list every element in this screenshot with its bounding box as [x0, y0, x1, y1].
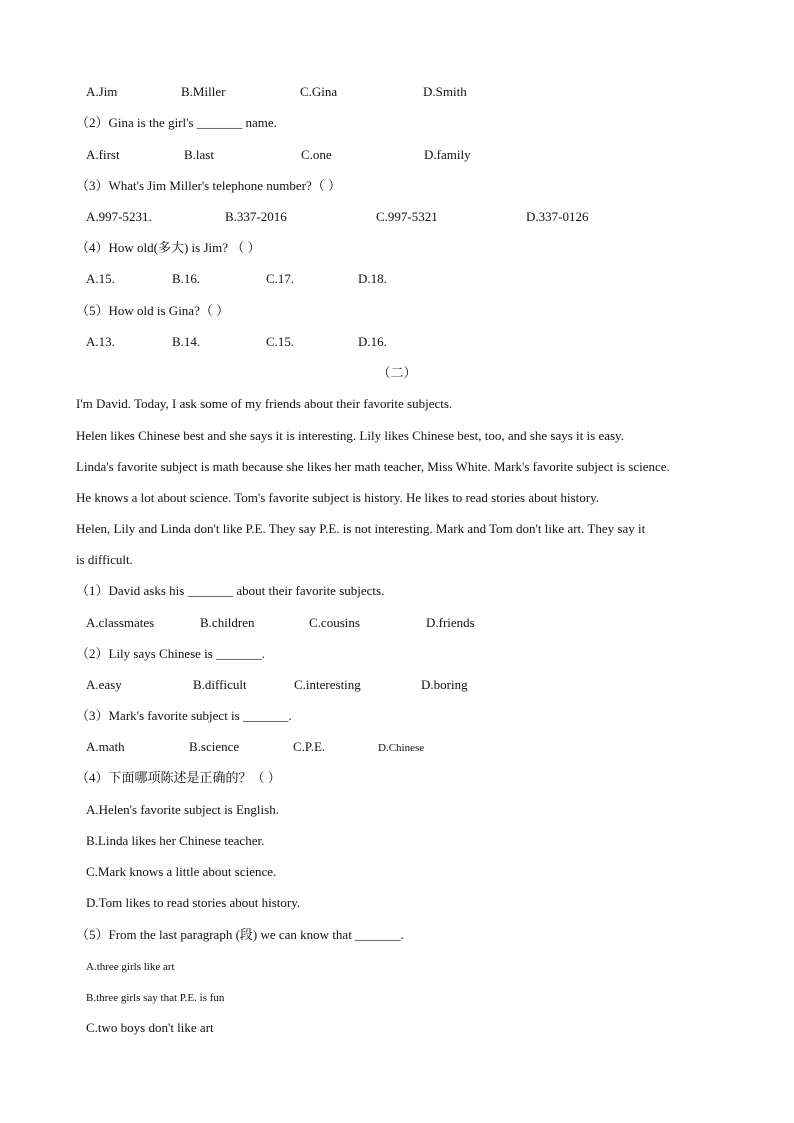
question-stem: （3）Mark's favorite subject is _______.: [76, 708, 292, 723]
question-stem: （1）David asks his _______ about their favorite subjects.: [76, 583, 385, 598]
option-d: D.337-0126: [526, 209, 589, 224]
option-c: C.interesting: [294, 677, 361, 692]
option-a: A.Helen's favorite subject is English.: [86, 802, 279, 817]
option-b: B.337-2016: [225, 209, 287, 224]
passage-line: Helen likes Chinese best and she says it is interesting. Lily likes Chinese best, too, and she says it is easy.: [76, 428, 624, 443]
passage-line: I'm David. Today, I ask some of my friends about their favorite subjects.: [76, 396, 453, 411]
question-stem: （2）Gina is the girl's _______ name.: [76, 115, 277, 130]
option-b: B.science: [189, 739, 240, 754]
section-title: （二）: [377, 365, 417, 380]
option-d: D.Tom likes to read stories about history.: [86, 895, 301, 910]
option-c: C.cousins: [309, 615, 360, 630]
option-d: D.family: [424, 147, 471, 162]
passage-line: Linda's favorite subject is math because she likes her math teacher, Miss White. Mark's favorite subject is science.: [76, 459, 670, 474]
passage-line: Helen, Lily and Linda don't like P.E. They say P.E. is not interesting. Mark and Tom don't like art. They say it: [76, 521, 646, 536]
option-b: B.last: [184, 147, 214, 162]
question-stem: （3）What's Jim Miller's telephone number?（ ）: [76, 178, 341, 193]
option-a: A.first: [86, 147, 120, 162]
option-d: D.16.: [358, 334, 387, 349]
option-c: C.Mark knows a little about science.: [86, 864, 277, 879]
option-b: B.Linda likes her Chinese teacher.: [86, 833, 265, 848]
option-a: A.classmates: [86, 615, 155, 630]
question-stem: （4）How old(多大) is Jim? （ ）: [76, 240, 261, 255]
option-a: A.15.: [86, 271, 115, 286]
option-b: B.children: [200, 615, 255, 630]
option-c: C.one: [301, 147, 332, 162]
option-a: A.math: [86, 739, 125, 754]
option-b: B.Miller: [181, 84, 226, 99]
question-stem: （4）下面哪项陈述是正确的？（ ）: [76, 770, 281, 785]
option-c: C.17.: [266, 271, 295, 286]
question-stem: （5）How old is Gina?（ ）: [76, 303, 230, 318]
option-b: B.14.: [172, 334, 201, 349]
question-stem: （5）From the last paragraph (段) we can know that _______.: [76, 927, 404, 942]
option-a: A.Jim: [86, 84, 118, 99]
option-d: D.18.: [358, 271, 387, 286]
option-a: A.easy: [86, 677, 122, 692]
option-d: D.Smith: [423, 84, 467, 99]
question-stem: （2）Lily says Chinese is _______.: [76, 646, 265, 661]
option-c: C.15.: [266, 334, 295, 349]
passage-line: He knows a lot about science. Tom's favorite subject is history. He likes to read stories about history.: [76, 490, 600, 505]
option-a: A.997-5231.: [86, 209, 152, 224]
passage-line: is difficult.: [76, 552, 133, 567]
option-a: A.three girls like art: [86, 961, 175, 973]
option-b: B.16.: [172, 271, 201, 286]
option-c: C.Gina: [300, 84, 338, 99]
option-b: B.difficult: [193, 677, 247, 692]
option-c: C.P.E.: [293, 739, 326, 754]
option-c: C.two boys don't like art: [86, 1020, 214, 1035]
option-a: A.13.: [86, 334, 115, 349]
option-b: B.three girls say that P.E. is fun: [86, 992, 225, 1004]
option-d: D.friends: [426, 615, 475, 630]
option-d: D.boring: [421, 677, 468, 692]
option-d: D.Chinese: [378, 742, 425, 754]
option-c: C.997-5321: [376, 209, 438, 224]
